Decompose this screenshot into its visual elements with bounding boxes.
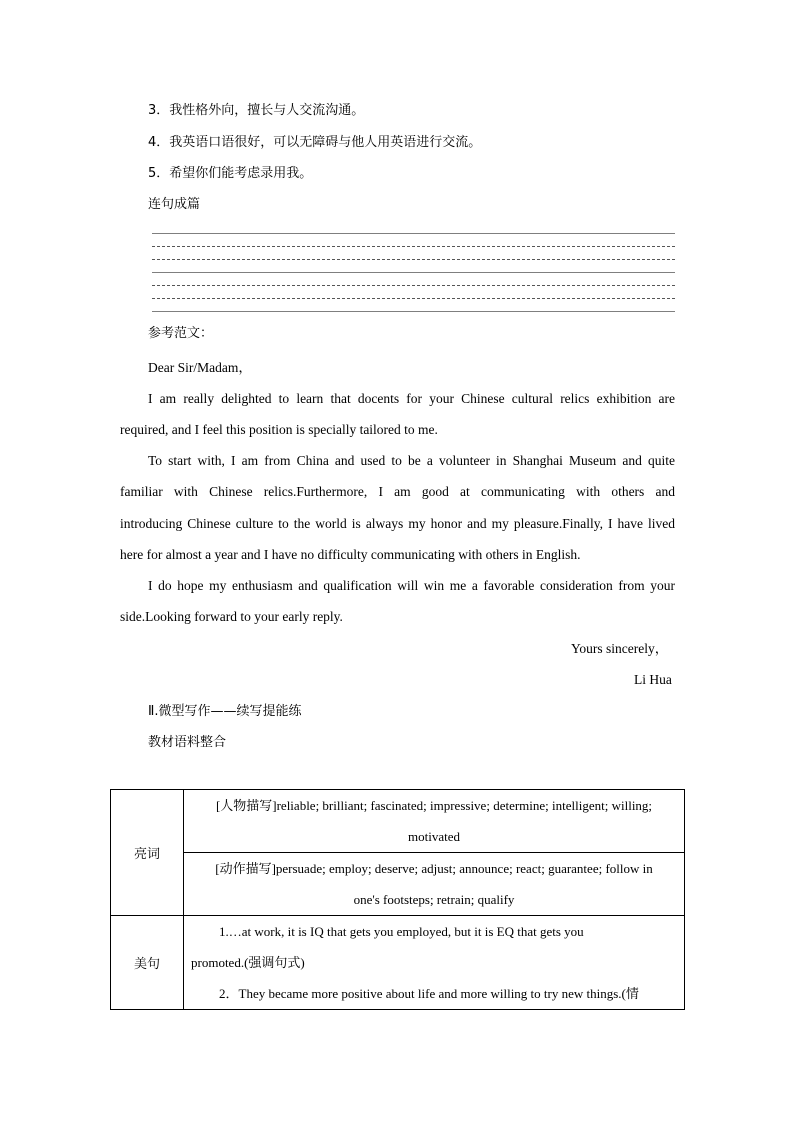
table-text: [人物描写]reliable; brilliant; fascinated; impressive; determine; intelligent; willing; (215, 798, 653, 813)
letter-p2-line2: familiar with Chinese relics.Furthermore, I am good at communicating with others and (120, 484, 675, 499)
letter-p1-line2: required, and I feel this position is specially tailored to me. (120, 422, 438, 437)
signature: Li Hua (634, 672, 672, 687)
section2-heading: Ⅱ.微型写作——续写提能练 (148, 704, 302, 719)
section2-subheading: 教材语料整合 (148, 735, 227, 750)
table-text: motivated (408, 829, 460, 844)
table-text: 2．They became more positive about life and more willing to try new things.(情 (219, 986, 639, 1001)
prompt-3: 3．我性格外向，擅长与人交流沟通。 (148, 103, 365, 118)
writing-line (152, 246, 675, 247)
letter-p3-line1: I do hope my enthusiasm and qualification will win me a favorable consideration from your (148, 578, 675, 593)
table-cell-character (184, 790, 685, 853)
table-text: one's footsteps; retrain; qualify (353, 892, 515, 907)
table-text: 1.…at work, it is IQ that gets you employed, but it is EQ that gets you (219, 924, 584, 939)
writing-line (152, 298, 675, 299)
writing-line (152, 311, 675, 312)
table-cell-action (184, 853, 685, 916)
letter-p3-line2: side.Looking forward to your early reply. (120, 609, 343, 624)
writing-lines[interactable] (152, 233, 675, 313)
letter-p1-line1: I am really delighted to learn that docents for your Chinese cultural relics exhibition are (148, 391, 675, 406)
prompt-5: 5．希望你们能考虑录用我。 (148, 166, 313, 181)
table-label-bright-words: 亮词 (111, 790, 184, 916)
table-text: promoted.(强调句式) (191, 955, 305, 970)
letter-p2-line3: introducing Chinese culture to the world is always my honor and my pleasure.Finally, I have lived (120, 516, 675, 531)
sample-heading: 参考范文： (148, 326, 214, 341)
letter-p2-line1: To start with, I am from China and used to be a volunteer in Shanghai Museum and quite (148, 453, 675, 468)
writing-line (152, 259, 675, 260)
writing-heading: 连句成篇 (148, 197, 201, 212)
materials-table (110, 789, 685, 1010)
writing-line (152, 272, 675, 273)
table-label-beautiful-sentences: 美句 (111, 916, 184, 1010)
prompt-4: 4．我英语口语很好，可以无障碍与他人用英语进行交流。 (148, 135, 482, 150)
letter-p2-line4: here for almost a year and I have no difficulty communicating with others in English. (120, 547, 581, 562)
salutation: Dear Sir/Madam， (148, 360, 252, 375)
table-cell-sentences (184, 916, 685, 1010)
writing-line (152, 285, 675, 286)
writing-line (152, 233, 675, 234)
table-text: [动作描写]persuade; employ; deserve; adjust; announce; react; guarantee; follow in (215, 861, 653, 876)
closing: Yours sincerely， (571, 641, 669, 656)
